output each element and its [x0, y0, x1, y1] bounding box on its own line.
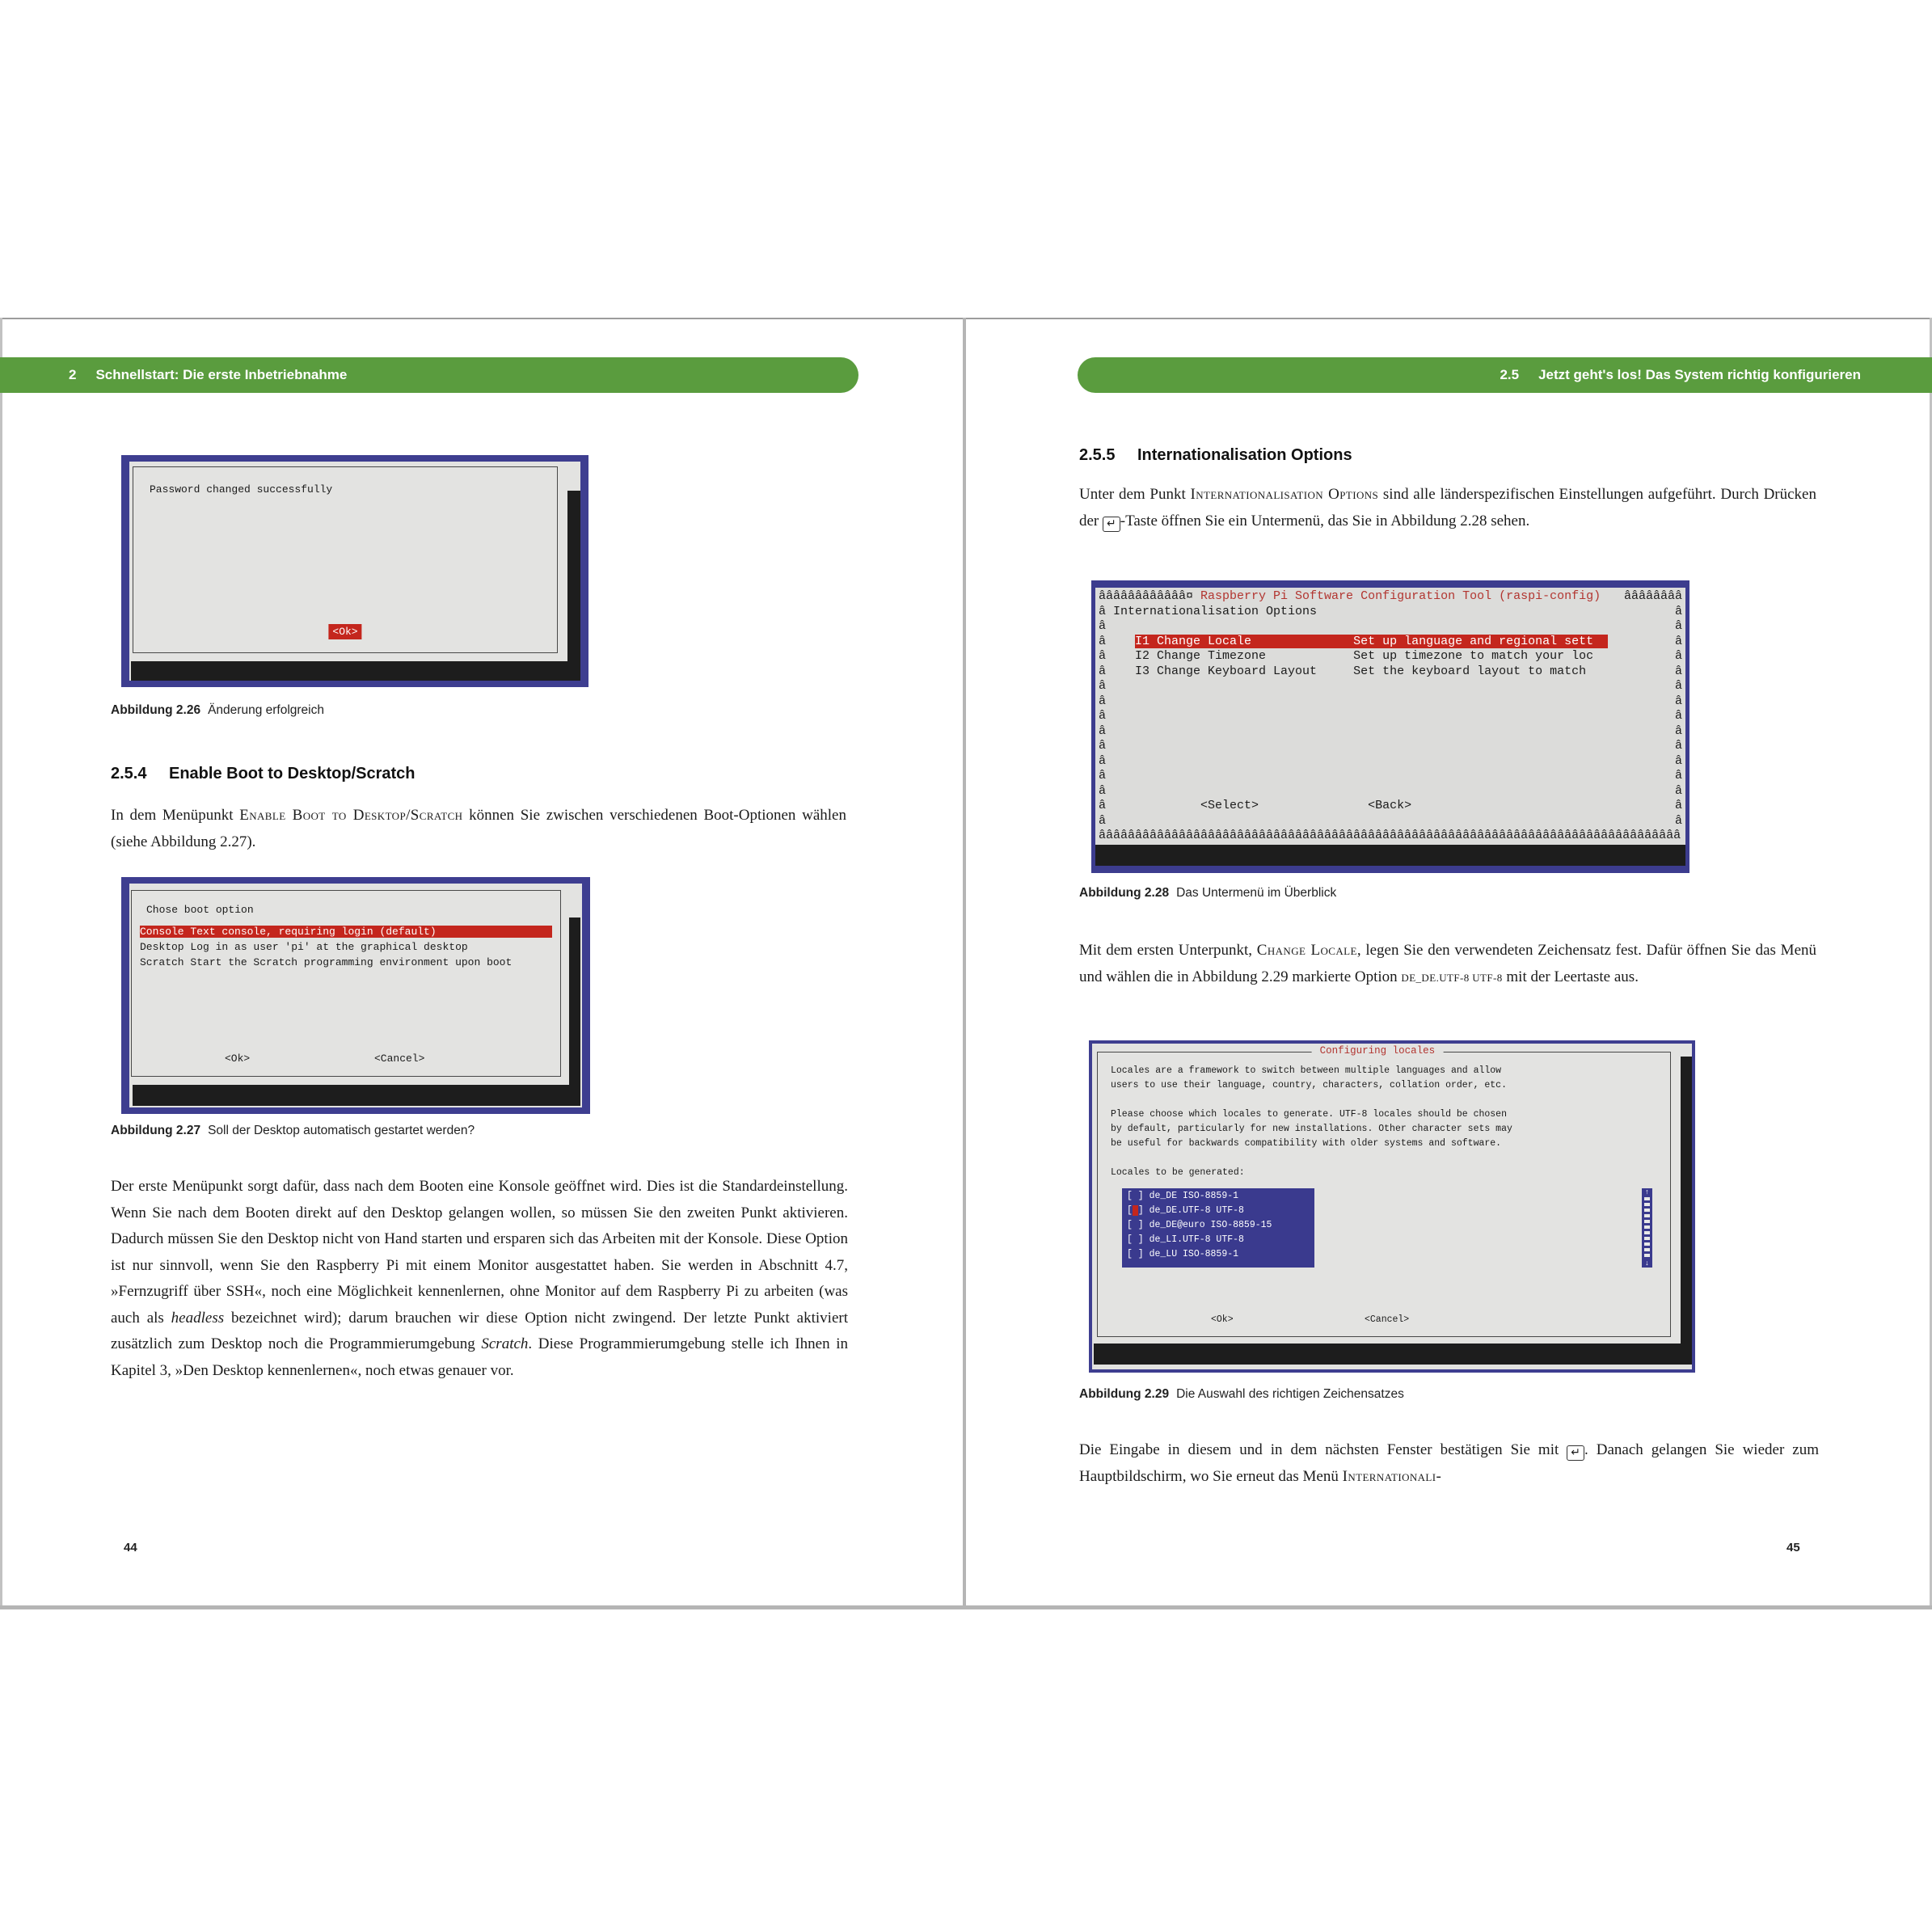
caption-2-26 [111, 703, 838, 718]
boot-option-dialog [131, 890, 561, 1077]
dialog-title: Configuring locales [1312, 1045, 1444, 1057]
caption-text: Das Untermenü im Überblick [1176, 886, 1337, 900]
dialog-body-text: Locales are a framework to switch between multiple languages and allow users to use their language, country, characters, collation order, etc. Please choose which locales to generate. UTF-8 locales should be chosen by default, particularly for new installations. Other character sets may be useful for backwards compatibility with older systems and software. Locales to be generated: [1111, 1065, 1512, 1178]
caption-text: Soll der Desktop automatisch gestartet werden? [208, 1124, 475, 1137]
terminal-black-band [131, 661, 580, 681]
page-number-left: 44 [124, 1541, 137, 1554]
page-divider [963, 318, 966, 1605]
section-number: 2.5.5 [1079, 446, 1116, 464]
scroll-thumb[interactable] [1644, 1197, 1650, 1259]
terminal-shadow [1681, 1057, 1692, 1365]
ok-button[interactable]: <Ok> [328, 624, 361, 639]
page-left-edge [0, 318, 2, 1605]
scrollbar[interactable] [1642, 1188, 1652, 1268]
figure-2-27-terminal [121, 877, 590, 1114]
locale-checkbox-list[interactable]: [ ] de_DE ISO-8859-1 [ ] de_DE.UTF-8 UTF-8 [ ] de_DE@euro ISO-8859-15 [ ] de_LI.UTF-8 UTF-8 [ ] de_LU ISO-8859-1 [1122, 1188, 1314, 1268]
figure-2-26-terminal [121, 455, 588, 687]
configuring-locales-dialog [1097, 1045, 1671, 1337]
chapter-header-right [1078, 357, 1932, 393]
caption-label: Abbildung 2.27 [111, 1124, 201, 1137]
ok-button[interactable]: <Ok> [1211, 1314, 1234, 1325]
page-number-right: 45 [1786, 1541, 1800, 1554]
section-title: Enable Boot to Desktop/Scratch [169, 765, 416, 783]
password-dialog [133, 466, 558, 653]
scroll-up-icon[interactable]: ↑ [1644, 1188, 1650, 1196]
caption-label: Abbildung 2.26 [111, 703, 201, 717]
caption-label: Abbildung 2.29 [1079, 1387, 1170, 1401]
paragraph: In dem Menüpunkt Enable Boot to Desktop/Scratch können Sie zwischen verschiedenen Boot-Optionen wählen (siehe Abbildung 2.27). [111, 807, 846, 850]
cancel-button[interactable]: <Cancel> [374, 1052, 425, 1065]
section-number: 2.5.4 [111, 765, 147, 783]
paragraph: Unter dem Punkt Internationalisation Options sind alle länderspezifischen Einstellungen aufgeführt. Durch Drücken der ↵ -Taste öffnen Sie ein Untermenü, das Sie in Abbildung 2.28 sehen. [1079, 486, 1816, 530]
terminal-shadow [569, 917, 580, 1106]
raspi-config-menu[interactable]: ââââââââââââ¤ Raspberry Pi Software Configuration Tool (raspi-config) ââââââââ â Internationalisation Options â â â â I1 Change Locale Set up language and regional sett â â I2 Change Timezone Set up timezone to match your loc â â I3 Change Keyboard Layout Set the keyboard layout to match â â â â â â â â â â â â â â â â â â <Select> <Back> â â â ââââââââââââââââââââââââââââââââââââââââââââââââââââââââââââââââââââââââââââââââ [1099, 589, 1682, 842]
figure-2-29-locales [1089, 1040, 1695, 1373]
caption-text: Die Auswahl des richtigen Zeichensatzes [1176, 1387, 1404, 1401]
paragraph: Die Eingabe in diesem und in dem nächsten Fenster bestätigen Sie mit ↵ . Danach gelangen Sie wieder zum Hauptbildschirm, wo Sie erneut das Menü Internationali- [1079, 1441, 1819, 1485]
terminal-black-band [1095, 845, 1685, 866]
terminal-black-band [133, 1085, 580, 1106]
chapter-header-left [0, 357, 858, 393]
boot-option-list[interactable]: Console Text console, requiring login (default) Desktop Log in as user 'pi' at the graphical desktop Scratch Start the Scratch programming environment upon boot [132, 926, 560, 972]
section-title: Internationalisation Options [1137, 446, 1352, 464]
terminal-black-band [1094, 1344, 1692, 1365]
section-heading-2-5-4 [111, 765, 416, 783]
paragraph: Der erste Menüpunkt sorgt dafür, dass nach dem Booten eine Konsole geöffnet wird. Dies ist die Standardeinstellung. Wenn Sie nach dem Booten direkt auf den Desktop gelangen wollen, so müssen Sie den zweiten Punkt aktivieren. Dadurch müssen Sie den Desktop nicht von Hand starten und ersparen sich das Arbeiten mit der Konsole. Diese Option ist nur sinnvoll, wenn Sie den Raspberry Pi mit einem Monitor ausgestattet haben. Sie werden in Abschnitt 4.7, »Fernzugriff über SSH«, noch eine Möglichkeit kennenlernen, ohne Monitor auf dem Raspberry Pi zu arbeiten (was auch als headless bezeichnet wird); darum brauchen wir diese Option nicht zwingend. Der letzte Punkt aktiviert zusätzlich zum Desktop noch die Programmierumgebung Scratch. Diese Programmierumgebung stelle ich Ihnen in Kapitel 3, »Den Desktop kennenlernen«, noch etwas genauer vor. [111, 1178, 848, 1379]
scroll-down-icon[interactable]: ↓ [1644, 1259, 1650, 1268]
ok-button[interactable]: <Ok> [225, 1052, 251, 1065]
page-top-border [0, 318, 1932, 319]
paragraph: Mit dem ersten Unterpunkt, Change Locale, legen Sie den verwendeten Zeichensatz fest. Dafür öffnen Sie das Menü und wählen die in Abbildung 2.29 markierte Option DE_DE.UTF-8 UTF-8 mit der Leertaste aus. [1079, 942, 1816, 985]
caption-2-29 [1079, 1387, 1807, 1402]
cancel-button[interactable]: <Cancel> [1365, 1314, 1410, 1325]
chapter-title: Jetzt geht's los! Das System richtig konfigurieren [1538, 367, 1861, 382]
dialog-message: Password changed successfully [150, 483, 333, 496]
chapter-title: Schnellstart: Die erste Inbetriebnahme [95, 367, 348, 382]
caption-label: Abbildung 2.28 [1079, 886, 1170, 900]
dialog-title: Chose boot option [146, 904, 254, 916]
terminal-shadow [567, 491, 580, 681]
chapter-number: 2 [69, 367, 77, 382]
figure-2-28-raspi-config [1091, 580, 1689, 873]
caption-2-27 [111, 1124, 838, 1138]
caption-2-28 [1079, 886, 1807, 901]
chapter-number: 2.5 [1500, 367, 1520, 382]
section-heading-2-5-5 [1079, 446, 1352, 465]
caption-text: Änderung erfolgreich [208, 703, 324, 717]
page-bottom-border [0, 1605, 1932, 1609]
